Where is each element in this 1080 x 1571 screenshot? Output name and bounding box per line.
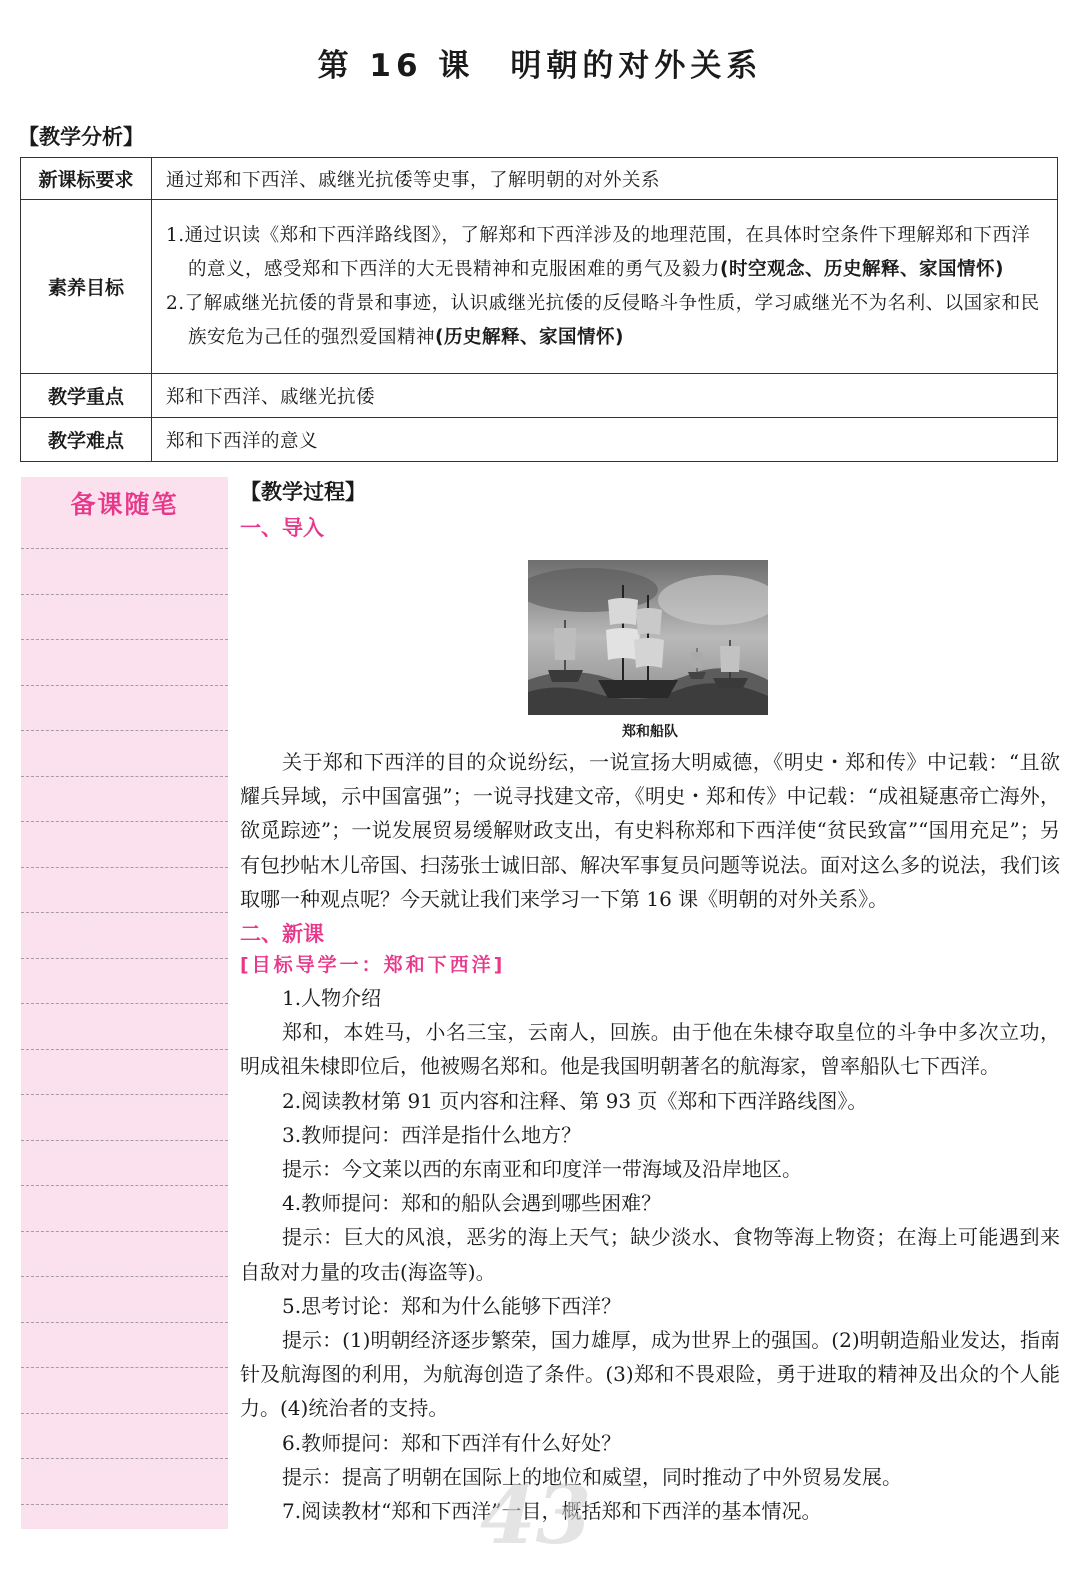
sidebar-title: 备课随笔 [70,490,179,519]
note-line [21,776,228,777]
process-line-11: 提示：提高了明朝在国际上的地位和威望，同时推动了中外贸易发展。 [282,1464,902,1489]
table-row-standard [21,158,1058,200]
standard-value: 通过郑和下西洋、戚继光抗倭等史事，了解明朝的对外关系 [152,158,1058,200]
process-line-5: 提示：今文莱以西的东南亚和印度洋一带海域及沿岸地区。 [282,1157,802,1182]
note-line [21,1322,228,1323]
figure-caption: 郑和船队 [622,724,678,740]
note-line [21,1140,228,1141]
note-line [21,1367,228,1368]
note-line [21,867,228,868]
note-line [21,1458,228,1459]
process-heading: 【教学过程】 [240,480,366,504]
teaching-process [240,476,1060,1528]
intro-paragraph: 关于郑和下西洋的目的众说纷纭，一说宣扬大明威德，《明史・郑和传》中记载：“且欲耀兵异域，示中国富强”；一说寻找建文帝，《明史・郑和传》中记载：“成祖疑惠帝亡海外，欲觅踪迹”；一说发展贸易缓解财政支出，有史料称郑和下西洋使“贫民致富”“国用充足”；另有包抄帖木儿帝国、扫荡张士诚旧部、解决军事复员问题等说法。面对这么多的说法，我们该取哪一种观点呢？今天就让我们来学习一下第 16 课《明朝的对外关系》。 [240,750,1060,911]
process-line-7: 提示：巨大的风浪，恶劣的海上天气；缺少淡水、食物等海上物资；在海上可能遇到来自敌对力量的攻击(海盗等)。 [240,1225,1060,1284]
goal-item-2-text: 2.了解戚继光抗倭的背景和事迹，认识戚继光抗倭的反侵略斗争性质，学习戚继光不为名利、以国家和民族安危为己任的强烈爱国精神 [166,292,1040,348]
goal-tag-1: [目标导学一：郑和下西洋] [240,954,506,977]
key-label: 教学重点 [21,374,152,418]
standard-label: 新课标要求 [21,158,152,200]
process-line-1: 1.人物介绍 [282,986,382,1011]
lesson-title [0,40,1080,85]
difficult-label: 教学难点 [21,418,152,462]
goal-item-2-tags: (历史解释、家国情怀) [435,326,624,348]
analysis-heading: 【教学分析】 [18,125,144,149]
analysis-table [20,157,1058,462]
note-line [21,1003,228,1004]
table-row-goals [21,200,1058,374]
note-line [21,1231,228,1232]
goals-label: 素养目标 [21,200,152,374]
process-line-10: 6.教师提问：郑和下西洋有什么好处？ [282,1430,622,1455]
difficult-value: 郑和下西洋的意义 [152,418,1058,462]
zheng-he-fleet-image [528,560,768,715]
notes-sidebar [21,477,228,1529]
note-line [21,594,228,595]
table-row-difficult [21,418,1058,462]
lesson-number: 第 16 课 [317,48,475,84]
process-line-4: 3.教师提问：西洋是指什么地方？ [282,1122,582,1147]
note-line [21,639,228,640]
note-line [21,1185,228,1186]
process-line-12: 7.阅读教材“郑和下西洋”一目，概括郑和下西洋的基本情况。 [282,1499,822,1524]
note-line [21,1504,228,1505]
note-line [21,548,228,549]
lesson-name: 明朝的对外关系 [510,48,763,84]
table-row-key [21,374,1058,418]
process-line-6: 4.教师提问：郑和的船队会遇到哪些困难？ [282,1191,662,1216]
note-line [21,1049,228,1050]
note-line [21,1094,228,1095]
note-line [21,958,228,959]
process-line-2: 郑和，本姓马，小名三宝，云南人，回族。由于他在朱棣夺取皇位的斗争中多次立功，明成祖朱棣即位后，他被赐名郑和。他是我国明朝著名的航海家，曾率船队七下西洋。 [240,1020,1060,1079]
goal-item-2 [166,287,1045,355]
note-line [21,730,228,731]
intro-heading: 一、导入 [240,516,324,540]
key-value: 郑和下西洋、戚继光抗倭 [152,374,1058,418]
new-lesson-heading: 二、新课 [240,922,324,947]
page-number: 43 [480,1468,592,1562]
process-line-8: 5.思考讨论：郑和为什么能够下西洋？ [282,1293,622,1318]
goal-item-1 [166,219,1045,287]
goal-item-1-text: 1.通过识读《郑和下西洋路线图》，了解郑和下西洋涉及的地理范围，在具体时空条件下理解郑和下西洋的意义，感受郑和下西洋的大无畏精神和克服困难的勇气及毅力 [166,224,1031,280]
note-line [21,912,228,913]
note-line [21,1276,228,1277]
process-line-9: 提示：(1)明朝经济逐步繁荣，国力雄厚，成为世界上的强国。(2)明朝造船业发达，指南针及航海图的利用，为航海创造了条件。(3)郑和不畏艰险，勇于进取的精神及出众的个人能力。(4)统治者的支持。 [240,1328,1060,1421]
note-line [21,1413,228,1414]
note-line [21,685,228,686]
goals-value [152,200,1058,374]
process-line-3: 2.阅读教材第 91 页内容和注释、第 93 页《郑和下西洋路线图》。 [282,1088,868,1113]
goal-item-1-tags: (时空观念、历史解释、家国情怀) [720,258,1004,280]
note-line [21,821,228,822]
